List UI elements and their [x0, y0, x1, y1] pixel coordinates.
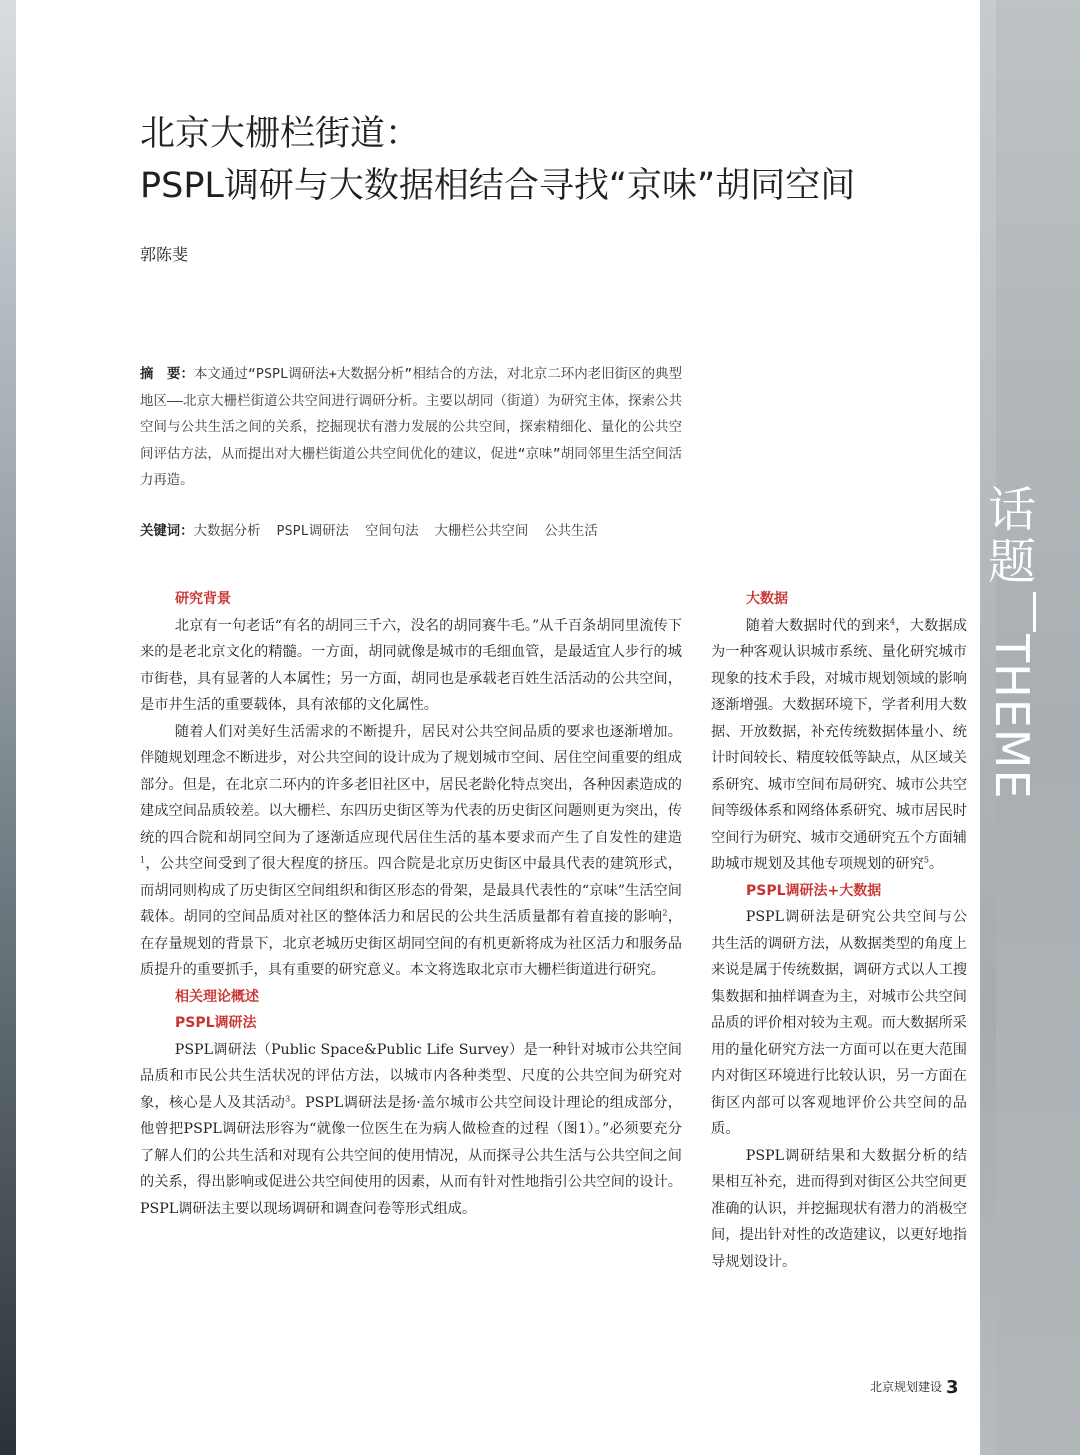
keywords-label: 关键词： [140, 524, 194, 539]
paragraph [140, 1037, 682, 1223]
theme-tab-english: THEME [985, 634, 1039, 800]
paragraph: 北京有一句老话“有名的胡同三千六，没名的胡同赛牛毛。”从千百条胡同里流传下来的是老北京文化的精髓。一方面，胡同就像是城市的毛细血管，是最适宜人步行的城市街巷，具有显著的人本属性；另一方面，胡同也是承载老百姓生活活动的公共空间，是市井生活的重要载体，具有浓郁的文化属性。 [140, 617, 682, 713]
title-line-2: PSPL调研与大数据相结合寻找“京味”胡同空间 [140, 166, 856, 206]
paragraph: PSPL调研法是研究公共空间与公共生活的调研方法，从数据类型的角度上来说是属于传统数据，调研方式以人工搜集数据和抽样调查为主，对城市公共空间品质的评价相对较为主观。而大数据所采用的量化研究方法一方面可以在更大范围内对街区环境进行比较认识，另一方面在街区内部可以客观地评价公共空间的品质。 [711, 909, 967, 1137]
footnote-ref: 5 [923, 855, 929, 865]
keyword-item: 大数据分析 [193, 524, 261, 539]
subsection-heading-pspl: PSPL调研法 [175, 1015, 257, 1031]
abstract [140, 362, 682, 495]
text-run: 。 [928, 856, 944, 872]
left-column [140, 586, 682, 1222]
keyword-item: 空间句法 [364, 524, 419, 539]
paragraph [711, 613, 967, 878]
keyword-item: PSPL调研法 [276, 524, 349, 539]
text-run: 随着人们对美好生活需求的不断提升，居民对公共空间品质的要求也逐渐增加。伴随规划理念不断进步，对公共空间的设计成为了规划城市空间、居住空间重要的组成部分。但是，在北京二环内的许多老旧社区中，居民老龄化特点突出，各种因素造成的建成空间品质较差。以大栅栏、东四历史街区等为代表的历史街区问题则更为突出，传统的四合院和胡同空间为了逐渐适应现代居住生活的基本要求而产生了自发性的建造 [140, 723, 682, 846]
page-footer [870, 1377, 959, 1398]
section-heading-background: 研究背景 [175, 591, 231, 607]
author-name: 郭陈斐 [140, 245, 189, 264]
keyword-item: 大栅栏公共空间 [434, 524, 529, 539]
title-line-1: 北京大栅栏街道： [140, 114, 421, 154]
text-run: 随着大数据时代的到来 [745, 617, 890, 634]
section-heading-theory: 相关理论概述 [175, 988, 259, 1005]
theme-tab-english-wrap [984, 634, 1040, 810]
paragraph [140, 719, 682, 984]
subsection-heading-pspl-bigdata: PSPL调研法+大数据 [746, 882, 882, 899]
footnote-ref: 1 [140, 855, 146, 865]
keywords [140, 521, 700, 543]
keyword-item: 公共生活 [544, 524, 598, 539]
theme-tab-chinese: 话题 [987, 482, 1036, 590]
article-title [140, 108, 980, 212]
publication-name: 北京规划建设 [870, 1380, 943, 1394]
subsection-heading-bigdata: 大数据 [746, 591, 788, 607]
page-number: 3 [946, 1377, 959, 1398]
text-run: ，在存量规划的背景下，北京老城历史街区胡同空间的有机更新将成为社区活力和服务品质提升的重要抓手，具有重要的研究意义。本文将选取北京市大栅栏街道进行研究。 [140, 909, 682, 978]
left-edge-decoration [0, 0, 16, 1455]
footnote-ref: 3 [285, 1093, 291, 1103]
footnote-ref: 2 [662, 908, 668, 918]
text-run: ，大数据成为一种客观认识城市系统、量化研究城市现象的技术手段，对城市规划领域的影响逐渐增强。大数据环境下，学者利用大数据、开放数据，补充传统数据体量小、统计时间较长、精度较低等缺点，从区域关系研究、城市空间布局研究、城市公共空间等级体系和网络体系研究、城市居民时空间行为研究、城市交通研究五个方面辅助城市规划及其他专项规划的研究 [711, 617, 967, 872]
paragraph: PSPL调研结果和大数据分析的结果相互补充，进而得到对街区公共空间更准确的认识，并挖掘现状有潜力的消极空间，提出针对性的改造建议，以更好地指导规划设计。 [711, 1147, 967, 1270]
abstract-text: 本文通过“PSPL调研法+大数据分析”相结合的方法，对北京二环内老旧街区的典型地区——北京大栅栏街道公共空间进行调研分析。主要以胡同（街道）为研究主体，探索公共空间与公共生活之间的关系，挖掘现状有潜力发展的公共空间，探索精细化、量化的公共空间评估方法，从而提出对大栅栏街道公共空间优化的建议，促进“京味”胡同邻里生活空间活力再造。 [140, 367, 682, 488]
theme-tab-divider [1033, 592, 1036, 632]
text-run: ，公共空间受到了很大程度的挤压。四合院是北京历史街区中最具代表的建筑形式，而胡同则构成了历史街区空间组织和街区形态的骨架，是最具代表性的“京味”生活空间载体。胡同的空间品质对社区的整体活力和居民的公共生活质量都有着直接的影响 [140, 856, 682, 925]
footnote-ref: 4 [889, 616, 895, 626]
right-column [711, 586, 967, 1275]
text-run: PSPL调研法（Public Space&Public Life Survey）是一种针对城市公共空间品质和市民公共生活状况的评估方法，以城市内各种类型、尺度的公共空间为研究对象，核心是人及其活动 [140, 1041, 682, 1111]
abstract-label: 摘 要： [140, 367, 194, 382]
text-run: 。PSPL调研法是扬·盖尔城市公共空间设计理论的组成部分，他曾把PSPL调研法形容为“就像一位医生在为病人做检查的过程（图1）。”必须要充分了解人们的公共生活和对现有公共空间的使用情况，从而探寻公共生活与公共空间之间的关系，得出影响或促进公共空间使用的因素，从而有针对性地指引公共空间的设计。PSPL调研法主要以现场调研和调查问卷等形式组成。 [140, 1094, 682, 1217]
